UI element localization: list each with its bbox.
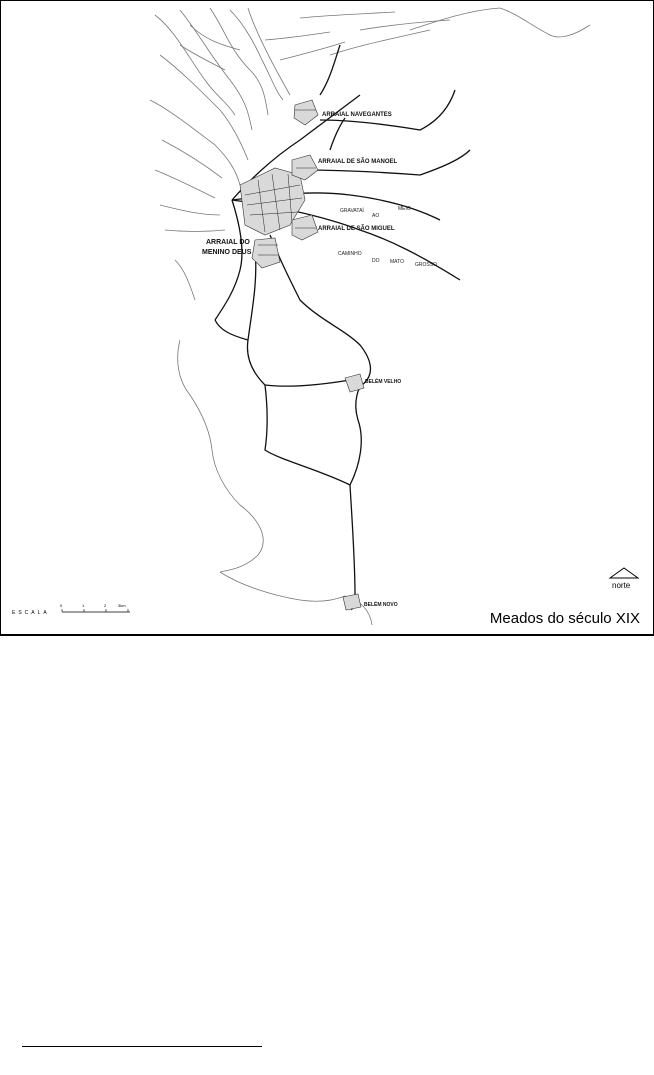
road-label: MEIO: [398, 206, 411, 212]
road-label: AO: [372, 213, 380, 219]
scale-tick: 2: [104, 603, 107, 608]
map-caption: Meados do século XIX: [489, 610, 640, 627]
place-label: BELÉM VELHO: [365, 379, 402, 385]
road-label: CAMINHO: [338, 251, 362, 257]
road-label: MATO: [390, 259, 404, 265]
shorelines: [150, 8, 590, 625]
scale-tick: 0: [60, 603, 63, 608]
place-label: ARRAIAL DE SÃO MANOEL: [318, 159, 398, 165]
road-label: DO: [372, 258, 380, 264]
place-label: BELÉM NOVO: [364, 602, 398, 608]
roads: [215, 45, 470, 610]
road-label: GRAVATAÍ: [340, 208, 364, 214]
scale-bar: [12, 603, 130, 616]
north-label: norte: [612, 581, 631, 590]
place-label: ARRAIAL DO: [206, 239, 250, 246]
scale-label: ESCALA: [12, 610, 50, 616]
place-label: MENINO DEUS: [202, 249, 252, 256]
place-label: ARRAIAL DE SÃO MIGUEL: [318, 226, 395, 232]
map-border: [1, 1, 654, 635]
urban-areas: [240, 100, 364, 610]
scale-tick: 1: [82, 603, 85, 608]
north-arrow: [610, 568, 638, 590]
road-label: GROSSO: [415, 262, 437, 268]
place-label: ARRAIAL NAVEGANTES: [322, 112, 392, 118]
footnote-divider: [22, 1046, 262, 1047]
scale-tick: 3km: [118, 603, 126, 608]
